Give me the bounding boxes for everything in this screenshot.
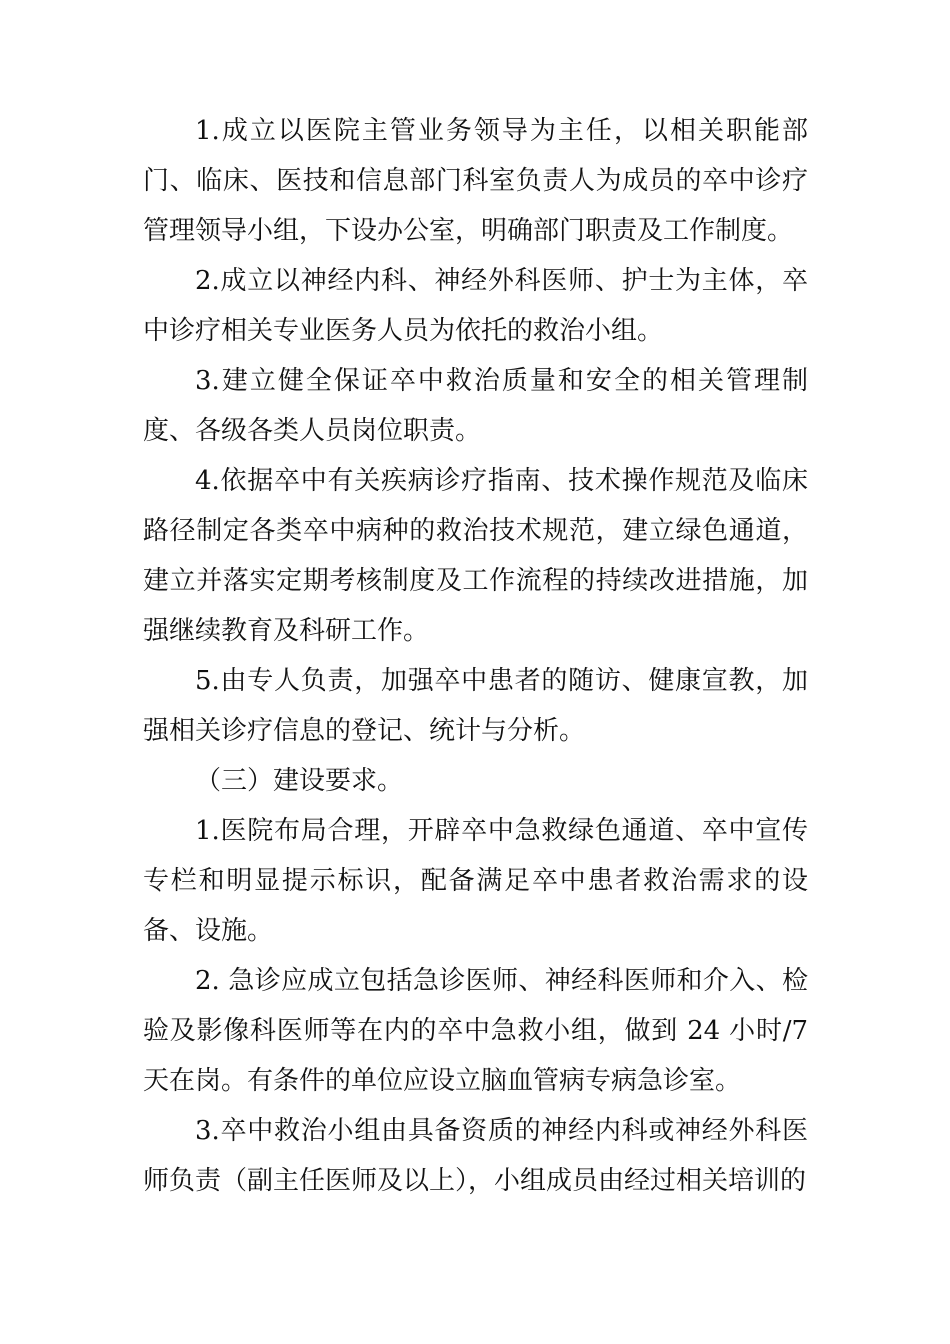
paragraph-req-2: 2. 急诊应成立包括急诊医师、神经科医师和介入、检验及影像科医师等在内的卒中急救小组，做到 24 小时/7 天在岗。有条件的单位应设立脑血管病专病急诊室。 [143,966,808,1096]
paragraph-req-3: 3.卒中救治小组由具备资质的神经内科或神经外科医师负责（副主任医师及以上），小组成员由经过相关培训的 [143,1116,808,1196]
paragraph-org-4: 4.依据卒中有关疾病诊疗指南、技术操作规范及临床路径制定各类卒中病种的救治技术规范，建立绿色通道，建立并落实定期考核制度及工作流程的持续改进措施，加强继续教育及科研工作。 [143,466,808,646]
document-body [143,106,808,1206]
section-heading: （三）建设要求。 [195,766,404,796]
paragraph-req-1: 1.医院布局合理，开辟卒中急救绿色通道、卒中宣传专栏和明显提示标识，配备满足卒中患者救治需求的设备、设施。 [143,816,808,946]
paragraph-org-1: 1.成立以医院主管业务领导为主任，以相关职能部门、临床、医技和信息部门科室负责人为成员的卒中诊疗管理领导小组，下设办公室，明确部门职责及工作制度。 [143,116,808,246]
paragraph-org-2: 2.成立以神经内科、神经外科医师、护士为主体，卒中诊疗相关专业医务人员为依托的救治小组。 [143,266,808,346]
paragraph-org-5: 5.由专人负责，加强卒中患者的随访、健康宣教，加强相关诊疗信息的登记、统计与分析。 [143,666,808,746]
paragraph-org-3: 3.建立健全保证卒中救治质量和安全的相关管理制度、各级各类人员岗位职责。 [143,366,808,446]
